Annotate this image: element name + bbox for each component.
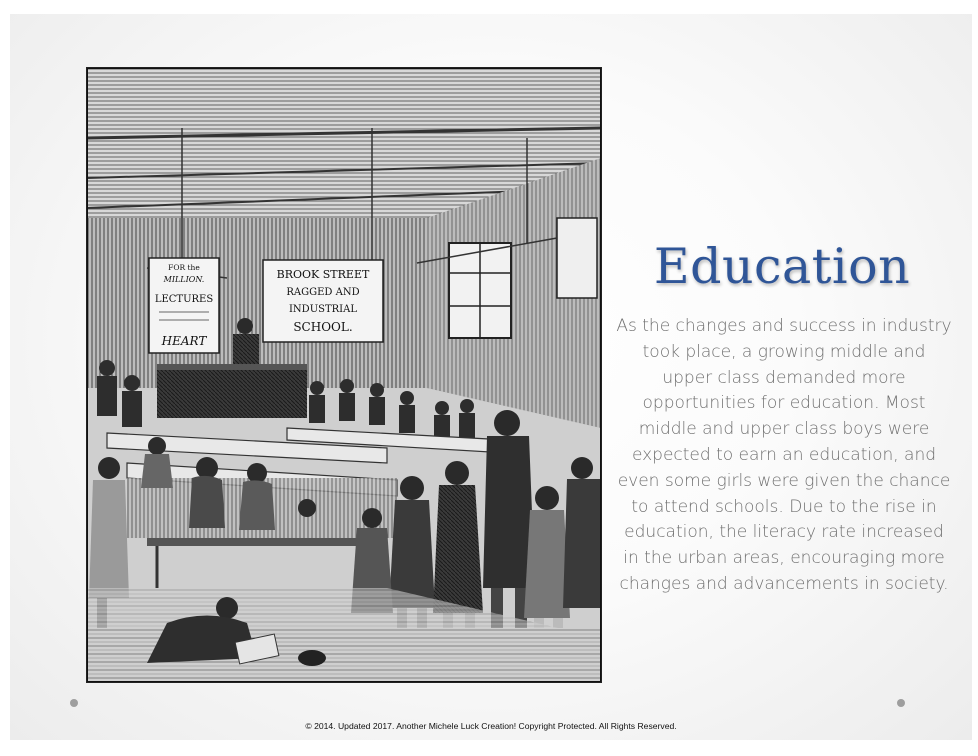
sign-left-line3: LECTURES [154, 294, 214, 305]
sign-right-line2: RAGGED AND [286, 287, 360, 298]
slide-body-text: As the changes and success in industry took place, a growing middle and upper class demanded more opportunities for education. Most middle and upper class boys were expected to earn an education, and even some girls were given the chance to attend schools. Due to the rise in education, the literacy rate increased in the urban areas, encouraging more changes and advancements in society. [616, 316, 952, 594]
sign-right-line3: INDUSTRIAL [288, 304, 358, 315]
sign-right-line4: SCHOOL. [293, 320, 353, 334]
sign-left-line2: MILLION. [163, 275, 205, 284]
sign-left-line1: FOR the [168, 263, 200, 272]
copyright-footer: © 2014. Updated 2017. Another Michele Luck Creation! Copyright Protected. All Rights Reserved. [305, 721, 677, 731]
schoolroom-illustration [86, 67, 602, 683]
bullet-dot-left [70, 699, 78, 707]
sign-left-line4: HEART [161, 334, 207, 348]
sign-right-line1: BROOK STREET [276, 268, 370, 281]
slide-title: Education [653, 238, 911, 295]
slide [10, 14, 972, 740]
bullet-dot-right [897, 699, 905, 707]
engraving-illustration-icon [87, 68, 601, 682]
